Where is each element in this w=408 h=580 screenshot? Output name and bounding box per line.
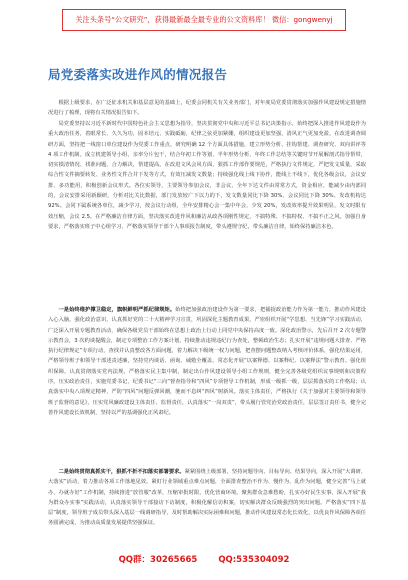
contact-footer [0, 553, 408, 565]
document-title: 局党委落实改进作风的情况报告 [48, 67, 228, 82]
paragraph-lead: 二是始终贯彻真抓实干，狠抓不折不扣落实部署要求。 [58, 469, 185, 475]
promo-banner: 关注头条号“公文研究”，获得最新最全最专业的公文资料库！ 微信：gongwenyj [62, 9, 346, 31]
paragraph-body: 紧紧围绕上级部署，坚持问题导向、目标导向、结果导向，深入开展“大调研、大落实”活动，着力推动各项工作落地见效。紧盯行业领域重点难点问题，全面排查整治不作为、慢作为、乱作为问题，健全完善“马上就办、办就办好”工作机制，持续推进“放管服”改革，压缩审批时限，优化营商环境。聚焦群众急难愁盼，扎实办好民生实事，深入开展“我为群众办实事”实践活动，认真落实领导干部接访下访制度，积极化解信访积案，切实解决群众反映强烈的突出问题。严格落实“四下基层”制度，领导班子成员带头深入基层一线调研指导，及时帮助解决实际困难和问题，推动作风建设常态化长效化，以优良作风保障各项任务圆满完成，为推动高质量发展提供坚强保证。 [48, 469, 367, 527]
paragraph-lead: 一是始终维护撑卫稳定，旗帜鲜明严抓纪律规矩。 [58, 307, 176, 313]
paragraph-body: 始终把加强政治建设作为第一要求，把捕捉政治能力作为第一能力，推动作风建设入心入脑。强化政治意识，认真抓好党的二十大精神学习宣贯，巩固深化主题教育成果，严密组织开展“学思想、当先锋”学习实践活动，广泛深入开展专题教育活动，确保各级党员干部始终在思想上政治上行动上同党中央保持高度一致。深化政治警示，先后召开 2 次专题警示教育会，3 次约谈提醒会，制定专项整治工作方案计划，持续推动违规违纪行为查处，整顿政治生态；扎实开展“违规问题大排查、严格执行纪律规定”专项行动，查找并认真整改各方面问题，着力解决下级统一权力问题，把查摆问题整改纳入考核评价体系，强化结果运用，严格领导班子和领导干部述责述廉，坚持党内谈话、函询、诫勉全覆盖，常态化开展“以案释德、以案释纪、以案释法”警示教育。强化组织保障，认真贯彻落实党内法规，严格落实民主集中制，制定出台作风建设领导小组工作规则，健全完善各级党组织议事规则和决策程序。压实政治责任，实施党委书记、纪委书记“三向”督查指导和“四风”专项督导工作机制，形成一级抓一级、层层抓落实的工作格局；认真落实中央八项规定精神，严防“四风”问题反弹回潮，驰而不息纠“四风”树新风。落实主体责任，严格执行《关于加强对主要领导和领导班子监督的意见》，压实党风廉政建设主体责任、监督责任，认真落实“一岗双责”，带头履行管党治党政治责任，层层签订责任书，健全完善作风建设长效机制，坚持以严的基调强化正风肃纪。 [48, 307, 367, 416]
qq-group-label: QQ群：30265665 [118, 555, 198, 565]
paragraph-body: 局党委坚持以习近平新时代中国特色社会主义思想为指导，坚决贯彻党中央和习近平总书记决策指示，始终把深入推进作风建设作为重大政治任务，着眼常长、久久为功，固本培元、实践砥砺，纪律之弦更加紧绷，组织建设更加坚强，清风正气更加充盈。在改进调查调研方面，坚持把一线窗口单位建设作为党委工作重点，研究明确 12 个方面具体措施，建立形势分析、挂钩帮建、调查研究、双向讲评等 4 项工作机制。成立机建领导小组，亲率分片包干，结合年初工作等划、半年形势分析、年终工作总结等关键时节开展解剖式指导帮带，切实摸清情况、找准问题、合力解决，帮建提高。在改进文风会风方面，狠抓工作部作要规范，严格执行文件规定，严把发文质量，采取综合性文件摘要转发、业务性文件合并下发等方式，有效压减发文数量；持续强化线上线下协作，能线上不线下，优化各级会议，会议安排、多功能用，积极创新会议形式。各位实领导，主要领导参加会议，非会议，全年下达文件由常常方式，资金相应，能减少由内部同的，会议安排采用新颖研，分析对比关比数据，部门发放较广下以力的下，发文数量同比下降 30%、会议同比下降 30%、发改机构达 92%。会同下属系统各单位，减少学习，按会议行动组，全年安排精心会一集中年会，少发 20%，发改效率提升效果明显，发文时限有效压缩，会议 2.5。在严格廉洁自律方面，坚决落实改进作风和廉洁从政各项刚性规定，不搞特殊、不搞特权、不搞不正之风。加强自身要求，严格落实班子中心组学习、严格落实领导干部个人事项报告制度，带头遵规守纪，带头廉洁自律，始终保持廉洁本色。 [48, 121, 366, 230]
paragraph-overview [48, 119, 366, 232]
paragraph-body: 根据上级要求，在广泛征求机关和基层意见的基础上，纪委会同机关有关业务部门，对年度局党委贯彻落实加强作风建设规定措施情况进行了梳理，现将有关情况报告如下。 [48, 100, 366, 117]
paragraph-point-two [48, 467, 366, 529]
paragraph-point-one [48, 305, 366, 418]
paragraph-intro [48, 98, 366, 119]
qq-number-label: QQ:535304092 [218, 555, 290, 565]
